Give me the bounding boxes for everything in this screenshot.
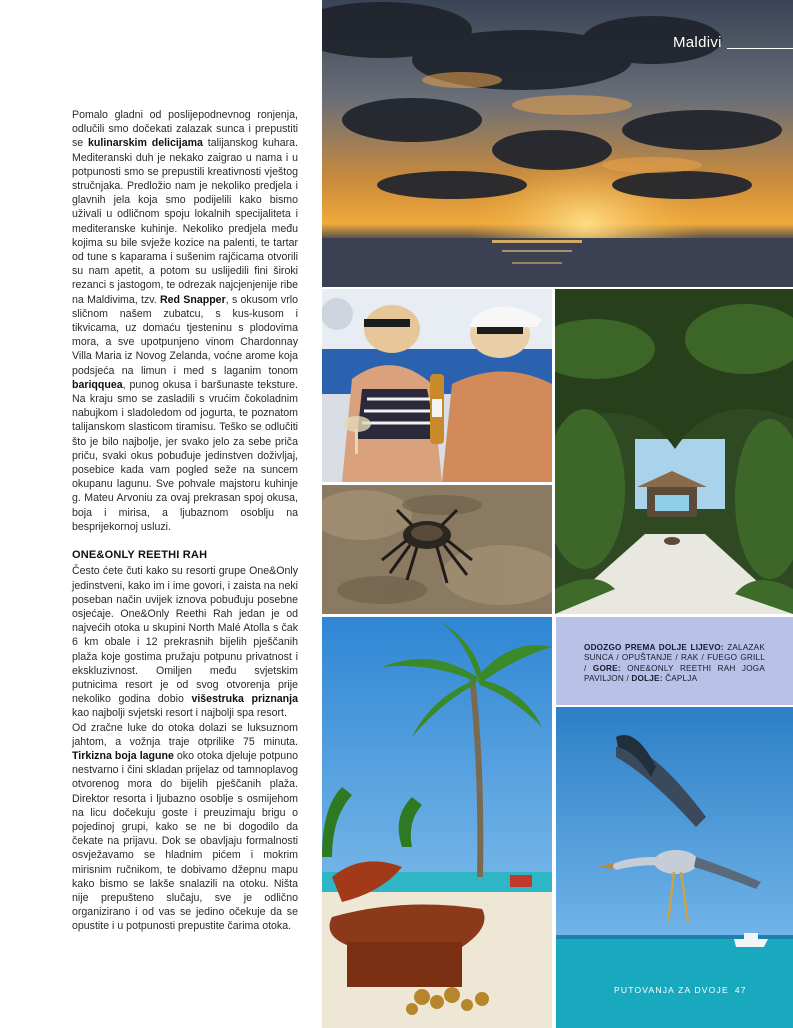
text-run: oko otoka djeluje potpuno nestvarno i čini skladan prijelaz od tamnoplavog otvorenog mora do bijelih pješčanih plaža. Direktor resorta i ljubazno osoblje s osmijehom na licu dočekuju goste i preuzimaju brigu o pojedinoj grupi, kako se ne bi dogodilo da čekate na prijavu. Dok se obavljaju formalnosti osvježavamo se hladnim pićem i mokrim mirisnim ručnikom, te dobivamo džepnu mapu kako bismo se lakše snalazili na otoku. Ništa nije prepušteno slučaju, sve je odlično organizirano i od vas se jedino očekuje da se opustite i u potpunosti prepustite čarima otoka. xyxy=(72,749,298,933)
caption-run: ČAPLJA xyxy=(662,674,698,684)
article-body xyxy=(72,108,298,934)
text-run: , punog okusa i baršunaste teksture. Na kraju smo se zasladili s vrućim čokoladnim nabujkom i sladoledom od jogurta, te poznatom talijanskom slasticom tiramisu. Teško se odlučiti što je bilo najbolje, jer svako jelo za sebe priča priču, svaki okus pobuđuje jedinstven doživljaj, posebice kada vam pogled seže na suncem okupanu lagunu. Sve pohvale majstoru kuhinje g. Mateu Arvoniu za ovaj prekrasan spoj okusa, boja i mirisa, a ljubaznom osoblju na besprijekornoj usluzi. xyxy=(72,378,298,533)
text-run: talijanskog kuhara. Mediteranski duh je nekako zaigrao u nama i u potpunosti smo se prepustili kreativnosti vještog stručnjaka. Predložio nam je nekoliko predjela i glavnih jela koja smo podijelili kako bismo uživali u odličnom spoju lokalnih specijaliteta i mediteranske kuhinje. Nekoliko predjela među kojima su bile svježe kozice na palenti, te tartar od tune s kaparama i sušenim rajčicama otvorili su nam apetit, a potom su uslijedili fini široki rezanci s jastogom, te odrezak najcjenjenije ribe na Maldivima, tzv. xyxy=(72,137,298,306)
magazine-name: PUTOVANJA ZA DVOJE xyxy=(614,985,729,995)
sunset-photo xyxy=(322,0,793,287)
emphasis: bariqquea xyxy=(72,378,123,391)
text-run: kao najbolji svjetski resort i najbolji spa resort. xyxy=(72,707,287,720)
beach-grill-photo xyxy=(322,617,552,1028)
text-run: Od zračne luke do otoka dolazi se luksuznom jahtom, a vožnja traje otprilike 75 minuta. xyxy=(72,721,298,748)
photo-caption xyxy=(584,643,765,685)
heron-photo xyxy=(556,707,793,1028)
section-label: Maldivi xyxy=(673,34,722,51)
emphasis: Tirkizna boja lagune xyxy=(72,749,174,762)
pavilion-photo xyxy=(555,289,793,614)
caption-label: DOLJE: xyxy=(631,674,663,684)
caption-run: ZALAZAK SUNCA / OPUŠTANJE / RAK / FUEGO GRILL / xyxy=(584,643,765,673)
section-heading: ONE&ONLY REETHI RAH xyxy=(72,549,208,562)
text-run: Često ćete čuti kako su resorti grupe One&Only jedinstveni, kako im i ime govori, i zaista na neki poseban način uvijek iznova pobuđuju posebne osjećaje. One&Only Reethi Rah jedan je od najvećih otoka u skupini North Malé Atolla s čak 6 km obale i 12 prekrasnih bijelih pješčanih plaža koje gostima pružaju potpunu privatnost i ekskluzivnost. Omiljen među svjetskim putnicima resort je od svog otvorenja prije nekoliko godina dobio xyxy=(72,565,298,706)
header-rule xyxy=(727,48,793,49)
caption-label: ODOZGO PREMA DOLJE LIJEVO: xyxy=(584,643,724,652)
article-paragraph xyxy=(72,564,298,720)
caption-label: GORE: xyxy=(592,663,621,673)
article-paragraph xyxy=(72,108,298,534)
text-run: Pomalo gladni od poslijepodnevnog ronjenja, odlučili smo dočekati zalazak sunca i prepustiti se xyxy=(72,109,298,150)
women-relaxing-photo xyxy=(322,289,552,482)
text-run: , s okusom vrlo sličnom našem zubatcu, s kus-kusom i tikvicama, uz domaću tjesteninu s plodovima mora, a sve upotpunjeno vinom Chardonnay Villa Maria iz Novog Zelanda, voćne arome koja podsjeća na limun i med s laganim tonom xyxy=(72,293,299,377)
page-footer xyxy=(614,985,747,995)
emphasis: Red Snapper xyxy=(160,293,226,306)
caption-run: ONE&ONLY REETHI RAH JOGA PAVILJON / xyxy=(584,663,765,684)
page-number: 47 xyxy=(734,985,747,995)
emphasis: višestruka priznanja xyxy=(191,693,298,706)
emphasis: kulinarskim delicijama xyxy=(88,137,203,150)
crab-photo xyxy=(322,485,552,614)
article-paragraph xyxy=(72,721,298,934)
